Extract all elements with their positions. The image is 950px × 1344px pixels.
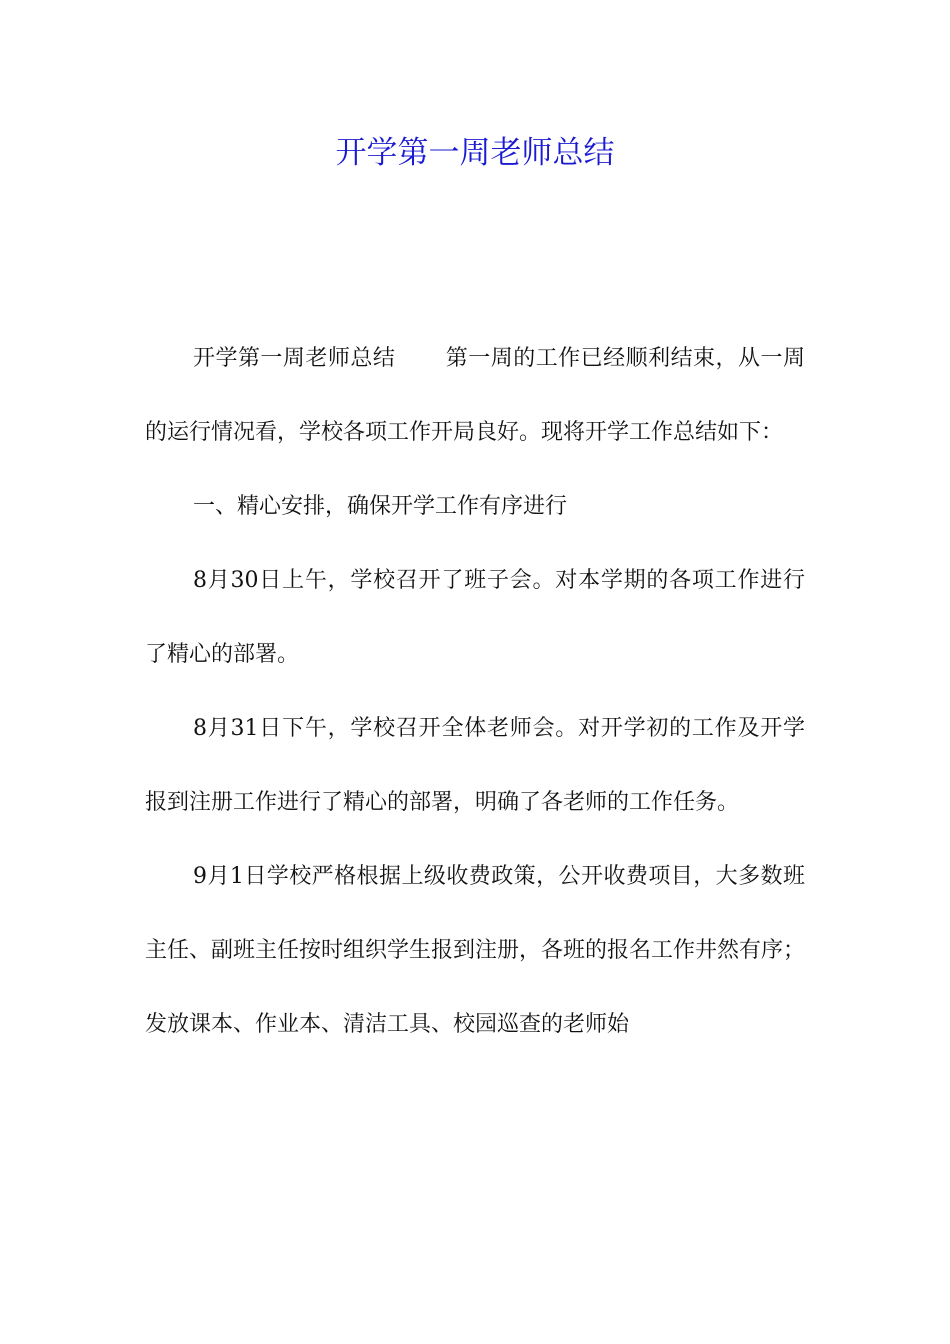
document-body: [145, 322, 805, 1062]
section-heading: 一、精心安排，确保开学工作有序进行: [193, 494, 568, 519]
intro-paragraph: [145, 322, 805, 470]
intro-heading: 开学第一周老师总结: [193, 346, 396, 371]
paragraph-aug-31: 8月31日下午，学校召开全体老师会。对开学初的工作及开学报到注册工作进行了精心的部署，明确了各老师的工作任务。: [145, 716, 805, 815]
intro-text: 第一周的工作已经顺利结束，从一周的运行情况看，学校各项工作开局良好。现将开学工作总结如下：: [145, 346, 805, 445]
document-title: 开学第一周老师总结: [335, 135, 615, 171]
paragraph-aug-30: 8月30日上午，学校召开了班子会。对本学期的各项工作进行了精心的部署。: [145, 568, 805, 667]
paragraph-sep-1: 9月1日学校严格根据上级收费政策，公开收费项目，大多数班主任、副班主任按时组织学生报到注册，各班的报名工作井然有序；发放课本、作业本、清洁工具、校园巡查的老师始: [145, 864, 806, 1037]
